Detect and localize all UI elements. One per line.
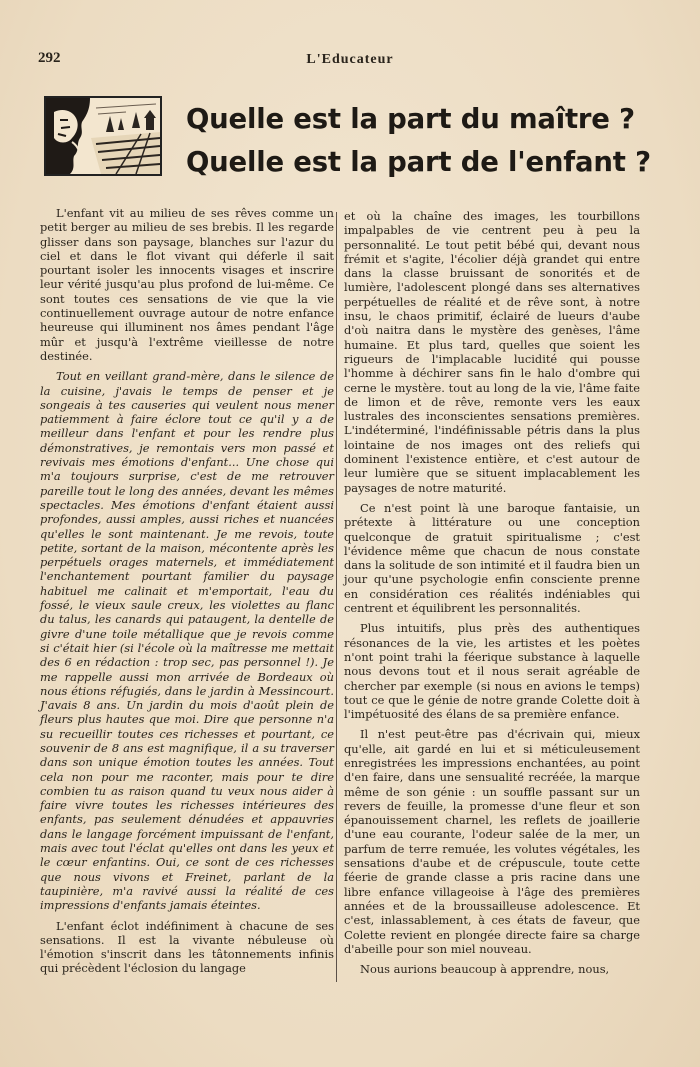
right-column <box>344 209 640 982</box>
paragraph: Plus intuitifs, plus près des authentiques résonances de la vie, les artistes et les poètes n'ont point trahi la féerique substance à laquelle nous devons tout et il nous serait agréable de chercher par exemple (si nous en avions le temps) tout ce que le génie de notre grande Colette doit à l'impétuosité des élans de sa première enfance. <box>344 621 640 722</box>
paragraph: Nous aurions beaucoup à apprendre, nous, <box>360 962 610 977</box>
article-title <box>186 98 656 184</box>
page-number: 292 <box>38 50 61 66</box>
paragraph: Il n'est peut-être pas d'écrivain qui, mieux qu'elle, ait gardé en lui et si méticuleusement enregistrées les impressions enchantées, au point d'en faire, dans une sensualité recréée, la marque même de son génie : un souffle passant sur un revers de feuille, la promesse d'une fleur et son épanouissement charnel, les reflets de joaillerie d'une eau courante, l'odeur salée de la mer, un parfum de terre remuée, les volutes végétales, les sensations d'aube et de crépuscule, toute cette féerie de grande classe a pris racine dans une libre enfance villageoise à l'âge des premières années et de la broussailleuse adolescence. Et c'est, inlassablement, à ces états de faveur, que Colette revient en plongée directe faire sa charge d'abeille pour son miel nouveau. <box>344 727 640 956</box>
woodcut-child-dreaming-icon <box>44 96 162 176</box>
column-divider <box>336 212 337 982</box>
paragraph: et où la chaîne des images, les tourbillons impalpables de vie centrent peu à peu la personnalité. Le tout petit bébé qui, devant nous frémit et s'agite, l'écolier déjà grandet qui entre dans la classe bruissant de sonorités et de lumière, l'adolescent plongé dans ses alternatives perpétuelles de réalité et de rêve sont, à notre insu, le chaos primitif, éclairé de lueurs d'aube d'où naitra dans le mystère des genèses, l'âme humaine. Et plus tard, quelles que soient les rigueurs de l'implacable lucidité qui pousse l'homme à déchirer sans fin le halo d'ombre qui cerne le mystère. tout au long de la vie, l'âme faite de limon et de rêve, remonte vers les eaux lustrales des inconscientes sensations premières. L'indéterminé, l'indéfinissable pétris dans la plus lointaine de nos images ont des reliefs qui dominent l'existence entière, et c'est autour de leur lumière que se situent implacablement les paysages de notre maturité. <box>344 209 640 495</box>
quoted-letter-paragraph: Tout en veillant grand-mère, dans le silence de la cuisine, j'avais le temps de penser et je songeais à tes causeries qui veulent nous mener patiemment à faire éclore tout ce qu'il y a de meilleur dans l'enfant et pour les rendre plus démonstratives, je remontais vers mon passé et revivais mes émotions d'enfant... Une chose qui m'a toujours surprise, c'est de me retrouver pareille tout le long des années, devant les mêmes spectacles. Mes émotions d'enfant étaient aussi profondes, aussi amples, aussi riches et nuancées qu'elles le sont maintenant. Je me revois, toute petite, sortant de la maison, mécontente après les perpétuels orages maternels, et immédiatement l'enchantement pourtant familier du paysage habituel me calinait et m'emportait, l'eau du fossé, le vieux saule creux, les violettes au flanc du talus, les canards qui pataugent, la dentelle de givre d'une toile métallique que je revois comme si c'était hier (si l'école où la maîtresse me mettait des 6 en rédaction : trop sec, pas personnel !). Je me rappelle aussi mon arrivée de Bordeaux où nous étions réfugiés, dans le jardin à Messincourt. J'avais 8 ans. Un jardin du mois d'août plein de fleurs plus hautes que moi. Dire que personne n'a su recueillir toutes ces richesses et pourtant, ce souvenir de 8 ans est magnifique, il a su traverser dans son unique émotion toutes les années. Tout cela non pour me raconter, mais pour te dire combien tu as raison quand tu veux nous aider à faire vivre toutes les richesses intérieures des enfants, pas seulement dénudées et appauvries dans le langage forcément impuissant de l'enfant, mais avec tout l'éclat qu'elles ont dans les yeux et le cœur enfantins. Oui, ce sont de ces richesses que nous vivons et Freinet, parlant de la taupinière, m'a ravivé aussi la réalité de ces impressions d'enfants jamais éteintes. <box>40 369 334 913</box>
running-header <box>0 0 700 80</box>
paragraph: Ce n'est point là une baroque fantaisie, un prétexte à littérature ou une conception quelconque de gratuit spiritualisme ; c'est l'évidence même que chacun de nous constate dans la solitude de son intimité et il faudra bien un jour qu'une psychologie enfin consciente prenne en considération ces réalités indéniables qui centrent et équilibrent les personnalités. <box>344 500 640 616</box>
title-line-1: Quelle est la part du maître ? <box>186 103 635 135</box>
paragraph: L'enfant vit au milieu de ses rêves comme un petit berger au milieu de ses brebis. Il les regarde glisser dans son paysage, blanches sur l'azur du ciel et dans le flot vivant qui déferle il sait pourtant isoler les innocents visages et inscrire leur vérité jusqu'au plus profond de lui-même. Ce sont toutes ces sensations de vie que la vie continuellement ouvrage autour de notre enfance heureuse qui illuminent nos âmes pendant l'âge mûr et jusqu'à l'extrême vieillesse de notre destinée. <box>40 206 334 363</box>
journal-name: L'Educateur <box>306 52 394 67</box>
left-column <box>40 206 334 982</box>
title-line-2: Quelle est la part de l'enfant ? <box>186 146 651 178</box>
paragraph: L'enfant éclot indéfiniment à chacune de ses sensations. Il est la vivante nébuleuse où l'émotion s'inscrit dans les tâtonnements infinis qui précèdent l'éclosion du langage <box>40 918 334 976</box>
